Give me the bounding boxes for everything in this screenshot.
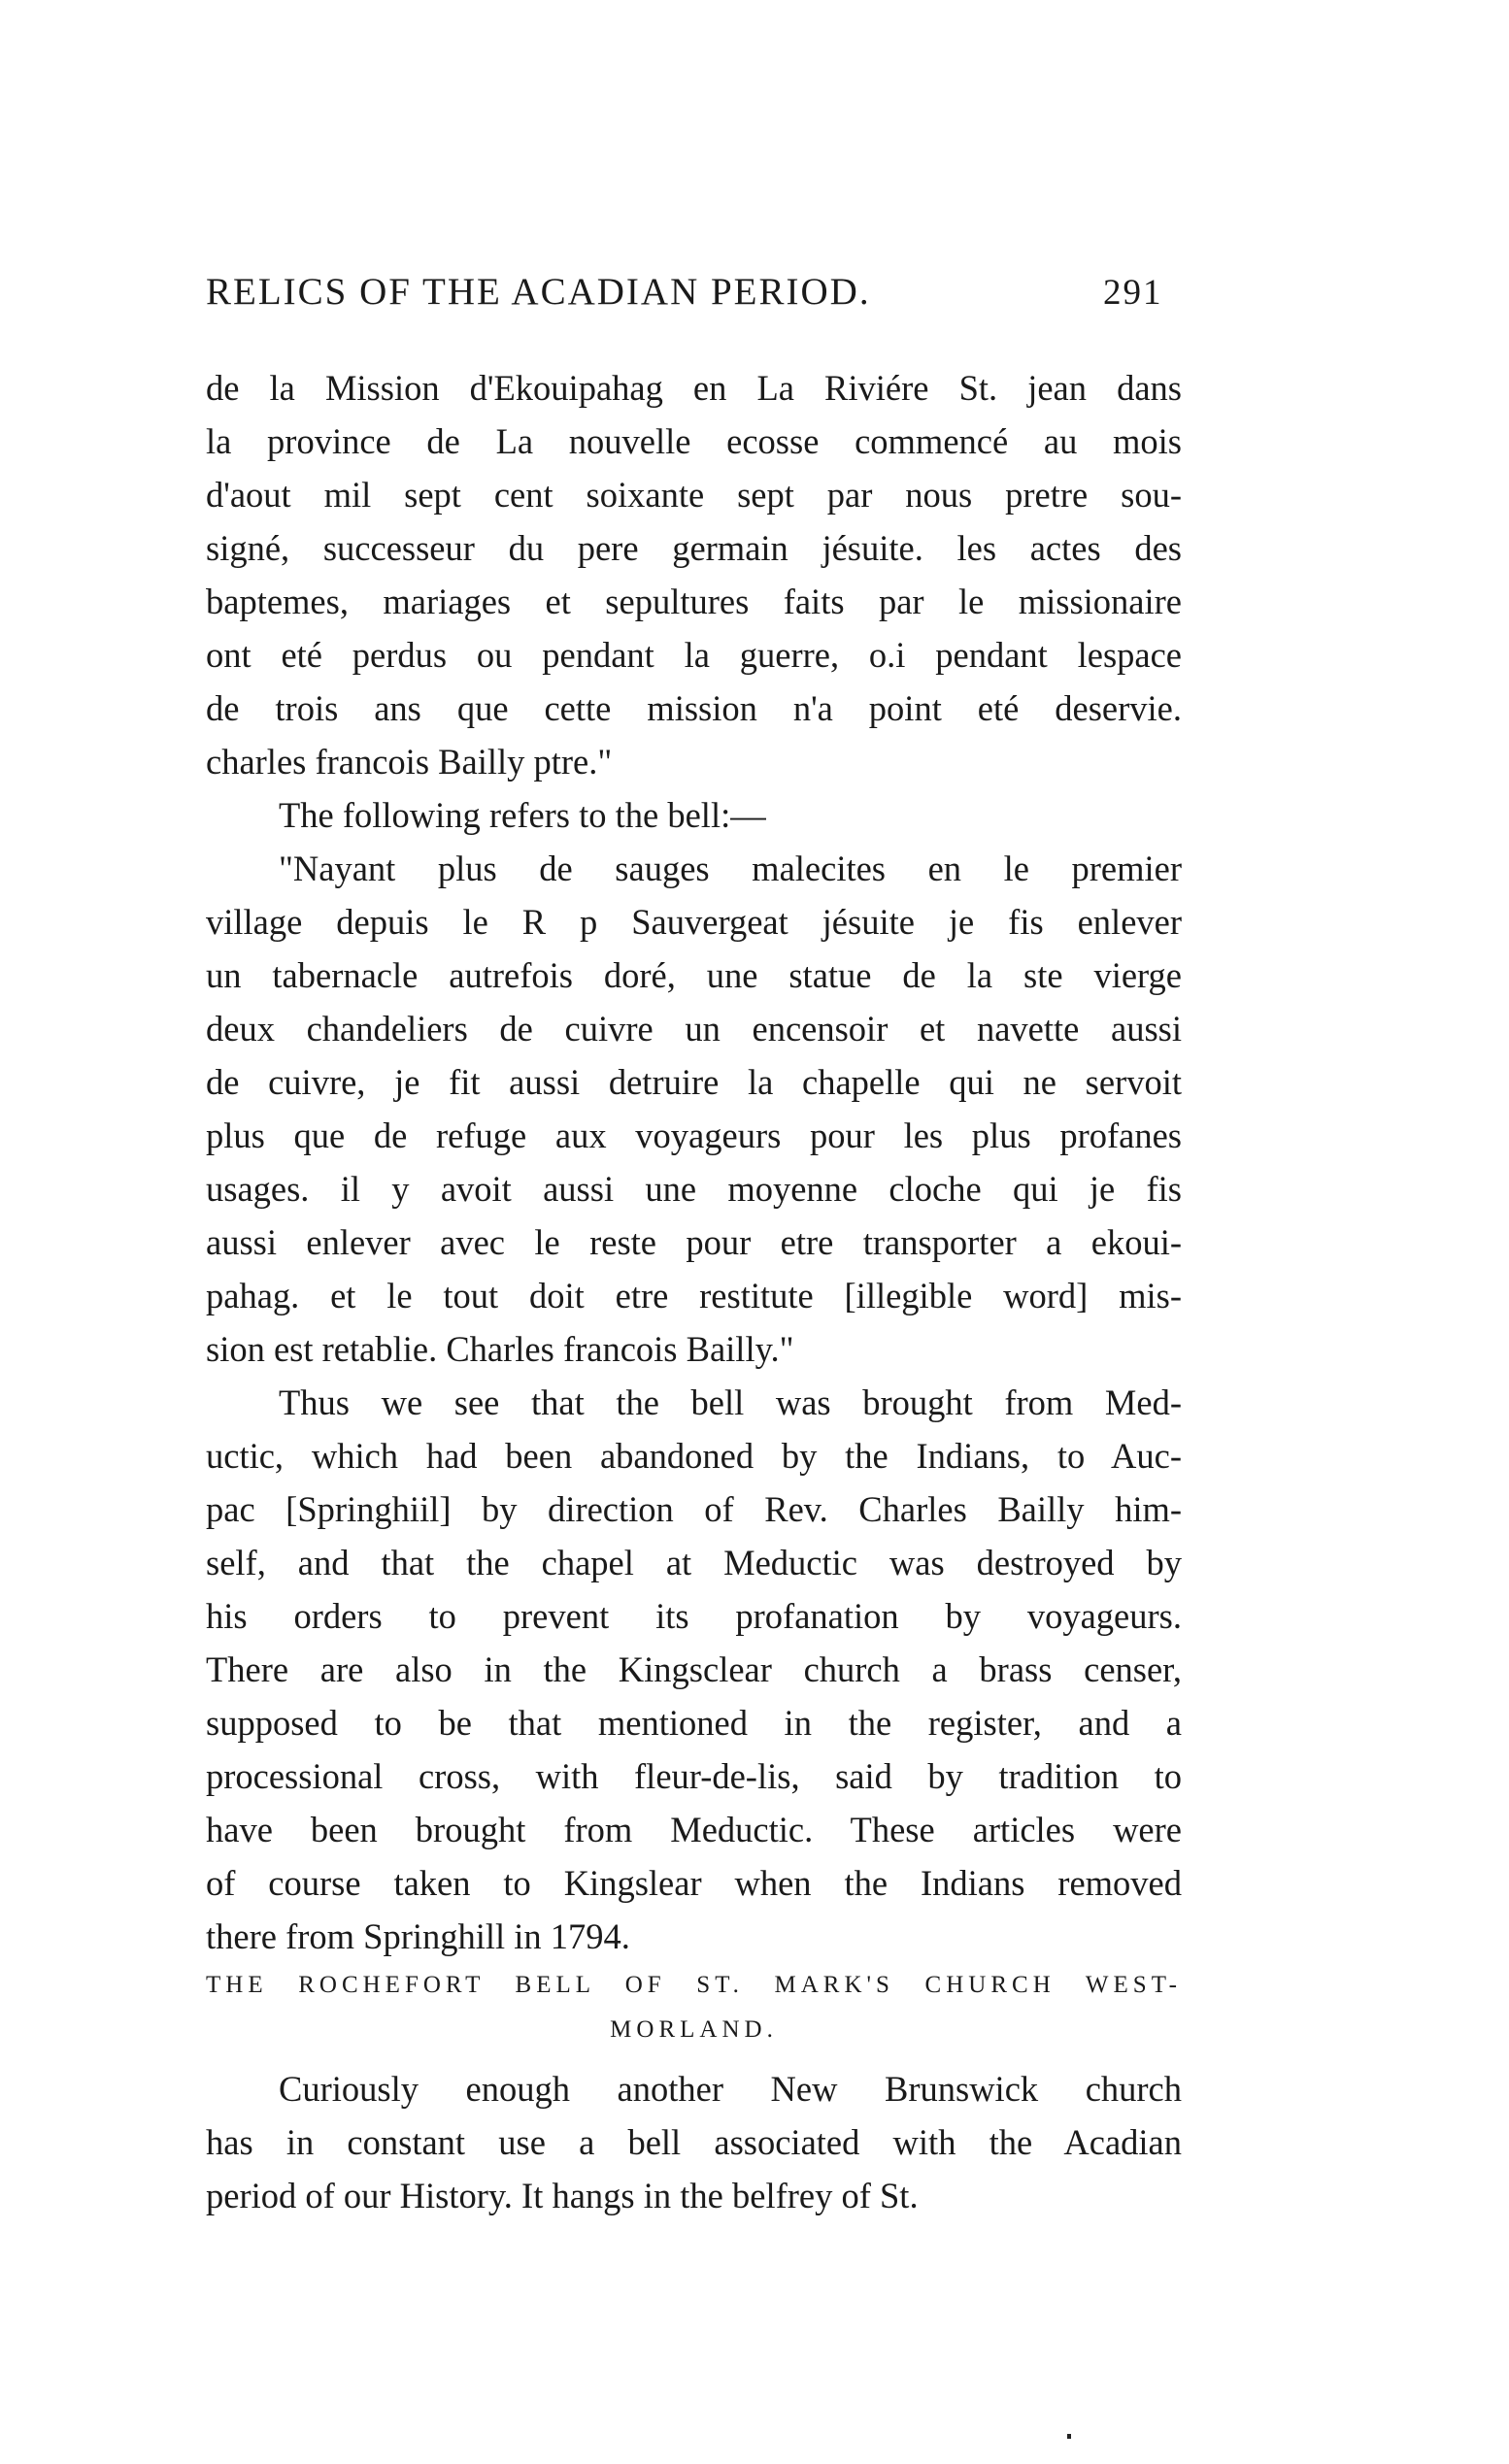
paragraph — [206, 788, 1182, 842]
text-line: his orders to prevent its profanation by voyageurs. — [206, 1596, 1182, 1636]
text-line: de la Mission d'Ekouipahag en La Riviére St. jean dans — [206, 368, 1182, 408]
text-line: ont eté perdus ou pendant la guerre, o.i pendant lespace — [206, 635, 1182, 675]
text-line: charles francois Bailly ptre." — [206, 742, 613, 782]
text-line: of course taken to Kingslear when the Indians removed — [206, 1863, 1182, 1903]
text-line: baptemes, mariages et sepultures faits par le missionaire — [206, 582, 1182, 621]
text-line: Curiously enough another New Brunswick church — [279, 2069, 1182, 2109]
text-line: have been brought from Meductic. These articles were — [206, 1810, 1182, 1849]
text-line: Thus we see that the bell was brought from Med- — [279, 1382, 1182, 1422]
text-line: aussi enlever avec le reste pour etre transporter a ekoui- — [206, 1222, 1182, 1262]
running-title: RELICS OF THE ACADIAN PERIOD. — [206, 271, 871, 313]
text-line: processional cross, with fleur-de-lis, said by tradition to — [206, 1756, 1182, 1796]
text-line: deux chandeliers de cuivre un encensoir et navette aussi — [206, 1009, 1182, 1049]
text-line: sion est retablie. Charles francois Bailly." — [206, 1329, 794, 1369]
text-line: d'aout mil sept cent soixante sept par nous pretre sou- — [206, 475, 1182, 515]
text-line: pahag. et le tout doit etre restitute [illegible word] mis- — [206, 1276, 1182, 1315]
print-speck — [1067, 2434, 1071, 2439]
text-line: has in constant use a bell associated with the Acadian — [206, 2122, 1182, 2162]
page-number: 291 — [1103, 273, 1163, 313]
text-line: There are also in the Kingsclear church a brass censer, — [206, 1649, 1182, 1689]
text-line: pac [Springhiil] by direction of Rev. Charles Bailly him- — [206, 1489, 1182, 1529]
running-header — [206, 270, 1177, 318]
text-line: The following refers to the bell:— — [279, 795, 766, 835]
text-line: village depuis le R p Sauvergeat jésuite je fis enlever — [206, 902, 1182, 942]
paragraph — [206, 361, 1182, 788]
text-line: un tabernacle autrefois doré, une statue de la ste vierge — [206, 955, 1182, 995]
paragraph — [206, 1376, 1182, 1963]
text-line: de trois ans que cette mission n'a point eté deservie. — [206, 688, 1182, 728]
paragraph — [206, 2062, 1182, 2222]
text-line: la province de La nouvelle ecosse commencé au mois — [206, 421, 1182, 461]
text-line: usages. il y avoit aussi une moyenne cloche qui je fis — [206, 1169, 1182, 1209]
body-text — [206, 361, 1182, 2222]
text-line: de cuivre, je fit aussi detruire la chapelle qui ne servoit — [206, 1062, 1182, 1102]
text-line: uctic, which had been abandoned by the Indians, to Auc- — [206, 1436, 1182, 1476]
text-line: supposed to be that mentioned in the register, and a — [206, 1703, 1182, 1743]
text-line: there from Springhill in 1794. — [206, 1916, 630, 1956]
text-line: plus que de refuge aux voyageurs pour les plus profanes — [206, 1115, 1182, 1155]
section-heading-continued: MORLAND. — [610, 2016, 778, 2043]
text-line: self, and that the chapel at Meductic was destroyed by — [206, 1543, 1182, 1582]
paragraph — [206, 842, 1182, 1376]
section-heading: THE ROCHEFORT BELL OF ST. MARK'S CHURCH WEST- — [206, 1972, 1182, 1998]
text-line: period of our History. It hangs in the belfrey of St. — [206, 2176, 919, 2215]
text-line: "Nayant plus de sauges malecites en le premier — [279, 849, 1182, 888]
text-line: signé, successeur du pere germain jésuite. les actes des — [206, 528, 1182, 568]
